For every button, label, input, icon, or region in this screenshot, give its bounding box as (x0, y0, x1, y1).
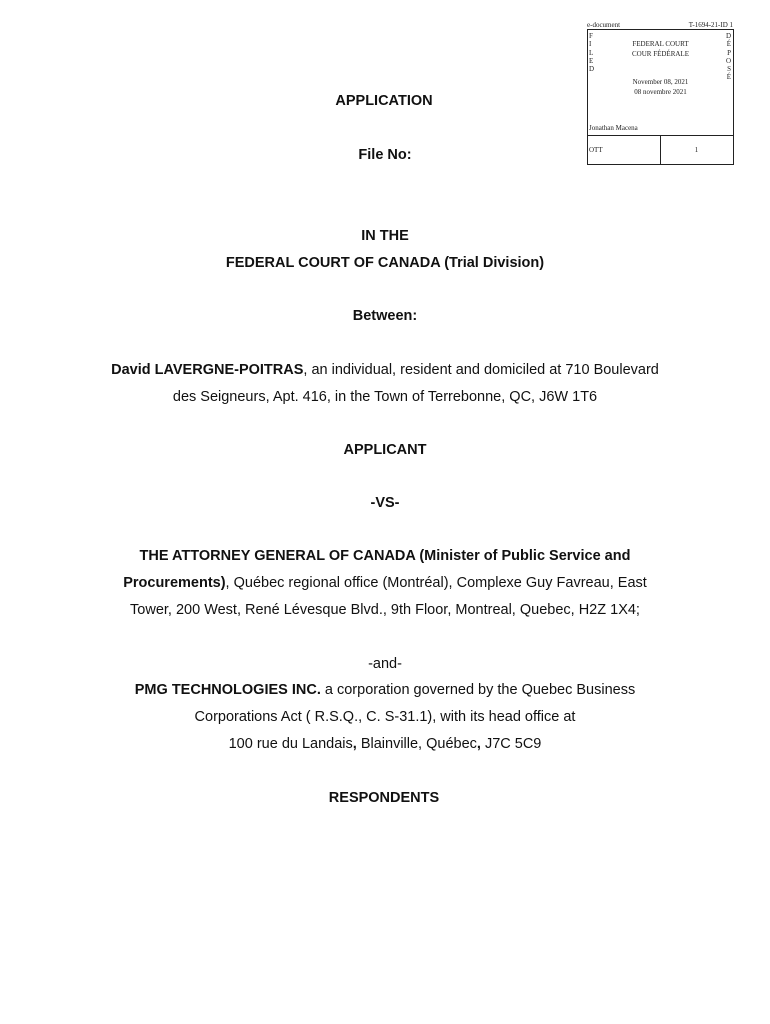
stamp-depose-letters (723, 32, 731, 82)
respondent-2-name: PMG TECHNOLOGIES INC. (134, 682, 321, 698)
stamp-letter: L (589, 48, 594, 57)
address-postal-code: J7C 5C9 (480, 736, 542, 752)
stamp-letter: É (726, 73, 731, 82)
between-heading: Between: (352, 308, 418, 324)
stamp-doc-label: e-document (587, 21, 621, 29)
address-city: Blainville, Québec (356, 736, 477, 752)
stamp-letter: I (589, 40, 592, 49)
stamp-letter: E (589, 56, 594, 65)
stamp-count: 1 (694, 146, 699, 154)
respondent-1-line-1: THE ATTORNEY GENERAL OF CANADA (Minister of Public Service and (139, 548, 631, 564)
respondent-2-line-1 (0, 682, 770, 698)
versus-separator: -VS- (370, 495, 400, 511)
stamp-letter: O (725, 56, 731, 65)
stamp-letter: D (725, 32, 731, 40)
respondent-2-line-2: Corporations Act ( R.S.Q., C. S-31.1), with its head office at (194, 709, 576, 725)
stamp-date-fr: 08 novembre 2021 (634, 88, 687, 96)
applicant-description: , an individual, resident and domiciled at 710 Boulevard (303, 362, 659, 378)
stamp-filed-letters (589, 32, 597, 73)
address-street: 100 rue du Landais (228, 736, 353, 752)
respondent-1-line-3: Tower, 200 West, René Lévesque Blvd., 9th Floor, Montreal, Quebec, H2Z 1X4; (130, 602, 640, 618)
stamp-file-ref: T-1694-21-ID 1 (688, 21, 733, 29)
stamp-date-en: November 08, 2021 (632, 78, 689, 86)
stamp-letter: É (726, 40, 731, 49)
stamp-letter: D (589, 65, 595, 74)
respondent-1-description: , Québec regional office (Montréal), Complexe Guy Favreau, East (225, 575, 647, 591)
document-title: APPLICATION (335, 93, 433, 109)
and-separator: -and- (368, 656, 402, 672)
address-separator: , (476, 736, 481, 752)
stamp-letter: F (589, 32, 593, 40)
in-the-heading: IN THE (361, 228, 409, 244)
applicant-role: APPLICANT (343, 442, 427, 458)
applicant-line-2: des Seigneurs, Apt. 416, in the Town of Terrebonne, QC, J6W 1T6 (172, 389, 598, 405)
stamp-court (608, 39, 713, 59)
applicant-line-1 (0, 362, 770, 378)
stamp-office: OTT (589, 146, 603, 154)
address-separator: , (352, 736, 357, 752)
respondent-1-name-end: Procurements) (123, 575, 226, 591)
respondent-2-address (0, 736, 770, 752)
stamp-court-en: FEDERAL COURT (632, 40, 689, 48)
file-number-label: File No: (358, 147, 412, 163)
applicant-name: David LAVERGNE-POITRAS (111, 362, 304, 378)
respondent-2-description: a corporation governed by the Quebec Business (320, 682, 636, 698)
respondent-1-line-2 (0, 575, 770, 591)
stamp-letter: P (727, 48, 731, 57)
stamp-court-fr: COUR FÉDÉRALE (632, 50, 689, 58)
court-name: FEDERAL COURT OF CANADA (Trial Division) (225, 255, 545, 271)
respondents-role: RESPONDENTS (328, 790, 440, 806)
stamp-letter: S (727, 65, 731, 74)
stamp-signer: Jonathan Macena (589, 124, 638, 132)
